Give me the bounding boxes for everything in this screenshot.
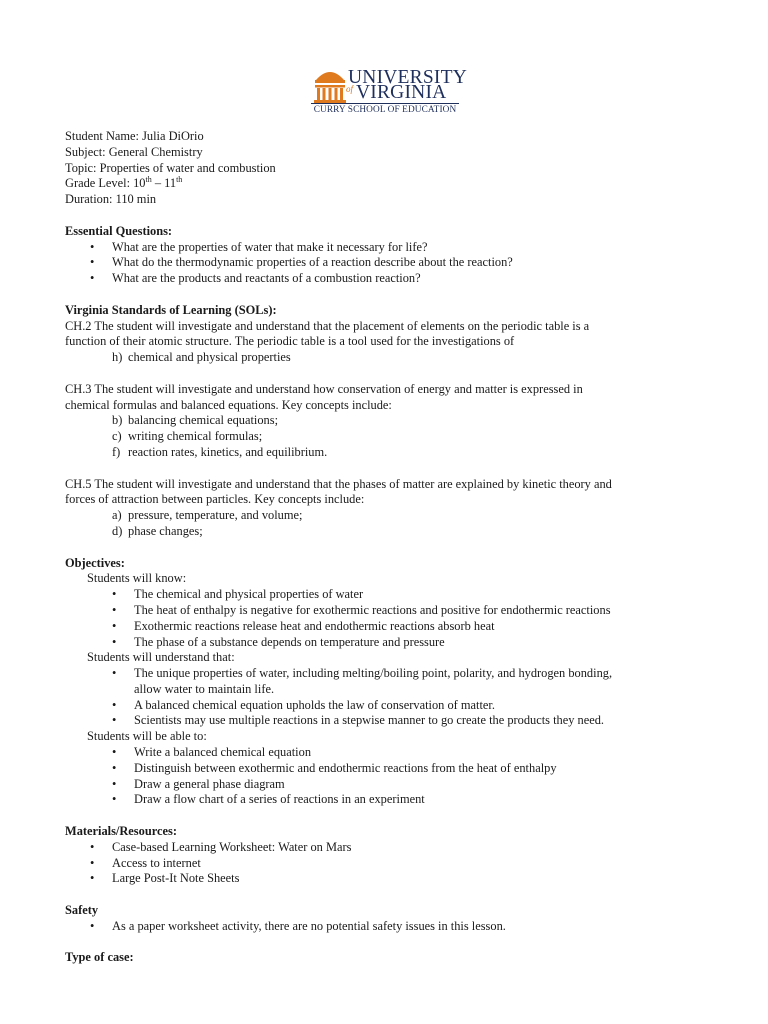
ch3-line-2: chemical formulas and balanced equations. Key concepts include:: [65, 397, 392, 412]
list-item: d) phase changes;: [112, 523, 203, 538]
lesson-plan-content: [65, 129, 715, 966]
bullet-icon: •: [90, 871, 95, 886]
bullet-icon: •: [90, 855, 95, 870]
list-item: • The chemical and physical properties of water: [112, 587, 364, 602]
bullet-icon: •: [112, 713, 117, 728]
list-item: • What do the thermodynamic properties of a reaction describe about the reaction?: [90, 255, 513, 270]
bullet-icon: •: [112, 602, 117, 617]
list-item: b) balancing chemical equations;: [112, 413, 279, 428]
safety-heading: Safety: [65, 903, 99, 918]
materials-list: [65, 840, 715, 887]
bullet-icon: •: [90, 271, 95, 286]
essential-questions-list: [65, 240, 715, 287]
list-item: • Large Post-It Note Sheets: [90, 871, 240, 886]
bullet-icon: •: [112, 776, 117, 791]
duration: Duration: 110 min: [65, 192, 157, 207]
list-item: • The heat of enthalpy is negative for exothermic reactions and positive for endothermic reactions: [112, 602, 611, 617]
list-item: a) pressure, temperature, and volume;: [112, 508, 303, 523]
list-item: h) chemical and physical properties: [112, 350, 291, 365]
rotunda-icon: [313, 66, 347, 104]
list-item: • The phase of a substance depends on temperature and pressure: [112, 634, 445, 649]
ch5-line-2: forces of attraction between particles. Key concepts include:: [65, 492, 365, 507]
logo-university-text: UNIVERSITY: [348, 67, 467, 88]
list-item: f) reaction rates, kinetics, and equilibrium.: [112, 444, 328, 459]
type-of-case-heading: Type of case:: [65, 950, 134, 965]
grade-prefix: Grade Level: 10: [65, 176, 146, 191]
ch2-line-2: function of their atomic structure. The periodic table is a tool used for the investigations of: [65, 334, 515, 349]
bullet-icon: •: [112, 634, 117, 649]
list-item: • As a paper worksheet activity, there are no potential safety issues in this lesson.: [90, 918, 506, 933]
safety-list: [65, 919, 715, 935]
bullet-icon: •: [112, 587, 117, 602]
sol-heading: Virginia Standards of Learning (SOLs):: [65, 302, 277, 317]
bullet-icon: •: [112, 666, 117, 681]
list-item: • What are the products and reactants of a combustion reaction?: [90, 271, 421, 286]
logo-of-text: of: [346, 84, 354, 94]
objectives-understand-list: [65, 666, 715, 729]
materials-heading: Materials/Resources:: [65, 824, 177, 839]
bullet-icon: •: [90, 839, 95, 854]
objectives-able-list: [65, 745, 715, 808]
ch5-line-1: CH.5 The student will investigate and understand that the phases of matter are explained by kinetic theory and: [65, 476, 612, 491]
list-item: • Draw a general phase diagram: [112, 776, 285, 791]
ch2-line-1: CH.2 The student will investigate and understand that the placement of elements on the periodic table is a: [65, 318, 590, 333]
objectives-understand-label: Students will understand that:: [87, 650, 235, 665]
list-item: • Draw a flow chart of a series of reactions in an experiment: [112, 792, 425, 807]
grade-sup-1: th: [145, 175, 152, 185]
objectives-know-label: Students will know:: [87, 571, 187, 586]
bullet-icon: •: [90, 918, 95, 933]
bullet-icon: •: [112, 618, 117, 633]
objectives-know-list: [65, 587, 715, 650]
bullet-icon: •: [112, 792, 117, 807]
bullet-icon: •: [112, 745, 117, 760]
essential-questions-heading: Essential Questions:: [65, 223, 173, 238]
bullet-icon: •: [90, 239, 95, 254]
grade-level: [65, 176, 715, 192]
ch3-list: [65, 413, 715, 460]
bullet-icon: •: [112, 760, 117, 775]
list-item: c) writing chemical formulas;: [112, 429, 263, 444]
university-logo: [313, 66, 467, 116]
ch5-list: [65, 508, 715, 540]
list-item: • The unique properties of water, including melting/boiling point, polarity, and hydrogen bonding, allow water to maintain life.: [112, 666, 613, 696]
logo-virginia-text: VIRGINIA: [356, 82, 447, 103]
subject: Subject: General Chemistry: [65, 144, 203, 159]
ch3-line-1: CH.3 The student will investigate and understand how conservation of energy and matter is expressed in: [65, 381, 583, 396]
list-item: • Case-based Learning Worksheet: Water on Mars: [90, 839, 352, 854]
grade-sup-2: th: [176, 175, 183, 185]
ch2-list: [65, 350, 715, 366]
list-item: • A balanced chemical equation upholds the law of conservation of matter.: [112, 697, 495, 712]
list-item: • Scientists may use multiple reactions in a stepwise manner to go create the products they need.: [112, 713, 605, 728]
list-item: • What are the properties of water that make it necessary for life?: [90, 239, 428, 254]
list-item: • Write a balanced chemical equation: [112, 745, 312, 760]
objectives-heading: Objectives:: [65, 555, 125, 570]
bullet-icon: •: [90, 255, 95, 270]
list-item: • Exothermic reactions release heat and endothermic reactions absorb heat: [112, 618, 495, 633]
list-item: • Access to internet: [90, 855, 201, 870]
topic: Topic: Properties of water and combustion: [65, 160, 276, 175]
logo-subtitle: CURRY SCHOOL OF EDUCATION: [313, 105, 457, 115]
student-name: Student Name: Julia DiOrio: [65, 129, 204, 143]
objectives-able-label: Students will be able to:: [87, 729, 207, 744]
list-item: • Distinguish between exothermic and endothermic reactions from the heat of enthalpy: [112, 760, 557, 775]
grade-mid: – 11: [151, 176, 177, 191]
bullet-icon: •: [112, 697, 117, 712]
